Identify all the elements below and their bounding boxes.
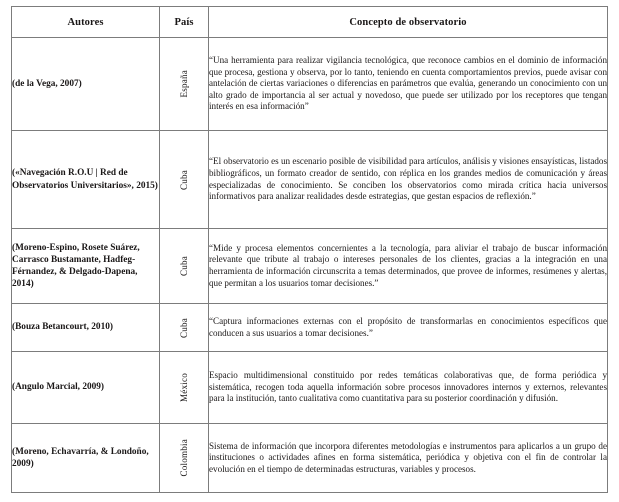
cell-pais bbox=[160, 424, 209, 493]
cell-autor: (Moreno-Espino, Rosete Suárez, Carrasco Bustamante, Hadfeg-Férnandez, & Delgado-Dapena, 2014) bbox=[12, 229, 160, 304]
table-row bbox=[12, 38, 608, 131]
table-row bbox=[12, 424, 608, 493]
header-row bbox=[12, 7, 608, 38]
cell-concepto: Sistema de información que incorpora diferentes metodologías e instrumentos para aplicarlos a un grupo de instituciones o actividades afines en forma sistemática, periódica y objetiva con el fin de controlar la evolución en el tiempo de determinadas estructuras, variables y procesos. bbox=[209, 424, 608, 493]
cell-concepto: “Mide y procesa elementos concernientes a la tecnología, para aliviar el trabajo de buscar información relevante que tribute al trabajo o intereses personales de los clientes, gracias a la integración en una herramienta de información circunscrita a temas determinados, que provee de informes, resúmenes y alertas, que permitan a los usuarios tomar decisiones.” bbox=[209, 229, 608, 304]
pais-rotated-wrapper bbox=[160, 170, 208, 190]
pais-label: Colombia bbox=[179, 439, 189, 477]
column-header-autores: Autores bbox=[12, 7, 160, 38]
pais-rotated-wrapper bbox=[160, 318, 208, 338]
column-header-pais: País bbox=[160, 7, 209, 38]
cell-pais bbox=[160, 38, 209, 131]
pais-rotated-wrapper bbox=[160, 439, 208, 476]
cell-pais bbox=[160, 304, 209, 352]
cell-autor: (Angulo Marcial, 2009) bbox=[12, 352, 160, 424]
table-row bbox=[12, 352, 608, 424]
table-header bbox=[12, 7, 608, 38]
column-header-concepto: Concepto de observatorio bbox=[209, 7, 608, 38]
cell-autor: («Navegación R.O.U | Red de Observatorios Universitarios», 2015) bbox=[12, 131, 160, 229]
cell-pais bbox=[160, 352, 209, 424]
cell-pais bbox=[160, 229, 209, 304]
cell-concepto: “El observatorio es un escenario posible de visibilidad para artículos, análisis y visiones ensayísticas, listados bibliográficos, un formato creador de sentido, con réplica en los grandes medios de comunicación y áreas especializadas de conocimiento. Se conciben los observatorios como mirada crítica hacia universos informativos para analizar realidades desde estrategias, que gestan espacios de reflexión.” bbox=[209, 131, 608, 229]
cell-pais bbox=[160, 131, 209, 229]
table-row bbox=[12, 229, 608, 304]
cell-concepto: “Captura informaciones externas con el propósito de transformarlas en conocimientos específicos que conducen a sus usuarios a tomar decisiones.” bbox=[209, 304, 608, 352]
pais-rotated-wrapper bbox=[160, 373, 208, 402]
pais-rotated-wrapper bbox=[160, 256, 208, 276]
table-row bbox=[12, 304, 608, 352]
cell-concepto: Espacio multidimensional constituido por redes temáticas colaborativas que, de forma periódica y sistemática, recogen toda aquella información sobre procesos innovadores internos y externos, relevantes para la institución, tanto cualitativa como cuantitativa para su posterior coordinación y difusión. bbox=[209, 352, 608, 424]
cell-autor: (Moreno, Echavarría, & Londoño, 2009) bbox=[12, 424, 160, 493]
pais-label: Cuba bbox=[179, 317, 189, 338]
pais-label: España bbox=[179, 70, 189, 98]
cell-autor: (Bouza Betancourt, 2010) bbox=[12, 304, 160, 352]
table-body bbox=[12, 38, 608, 493]
pais-label: Cuba bbox=[179, 256, 189, 276]
pais-rotated-wrapper bbox=[160, 70, 208, 97]
table-row bbox=[12, 131, 608, 229]
pais-label: Cuba bbox=[179, 169, 189, 190]
pais-label: México bbox=[179, 373, 189, 402]
observatory-concepts-table bbox=[11, 6, 608, 493]
cell-autor: (de la Vega, 2007) bbox=[12, 38, 160, 131]
cell-concepto: “Una herramienta para realizar vigilancia tecnológica, que reconoce cambios en el dominio de información que procesa, gestiona y observa, por lo tanto, teniendo en cuenta comportamientos previos, puede avisar con antelación de ciertas variaciones o diferencias en parámetros que evalúa, generando un conocimiento con un alto grado de importancia al ser actual y novedoso, que puede ser utilizado por los receptores que tengan interés en esa información” bbox=[209, 38, 608, 131]
